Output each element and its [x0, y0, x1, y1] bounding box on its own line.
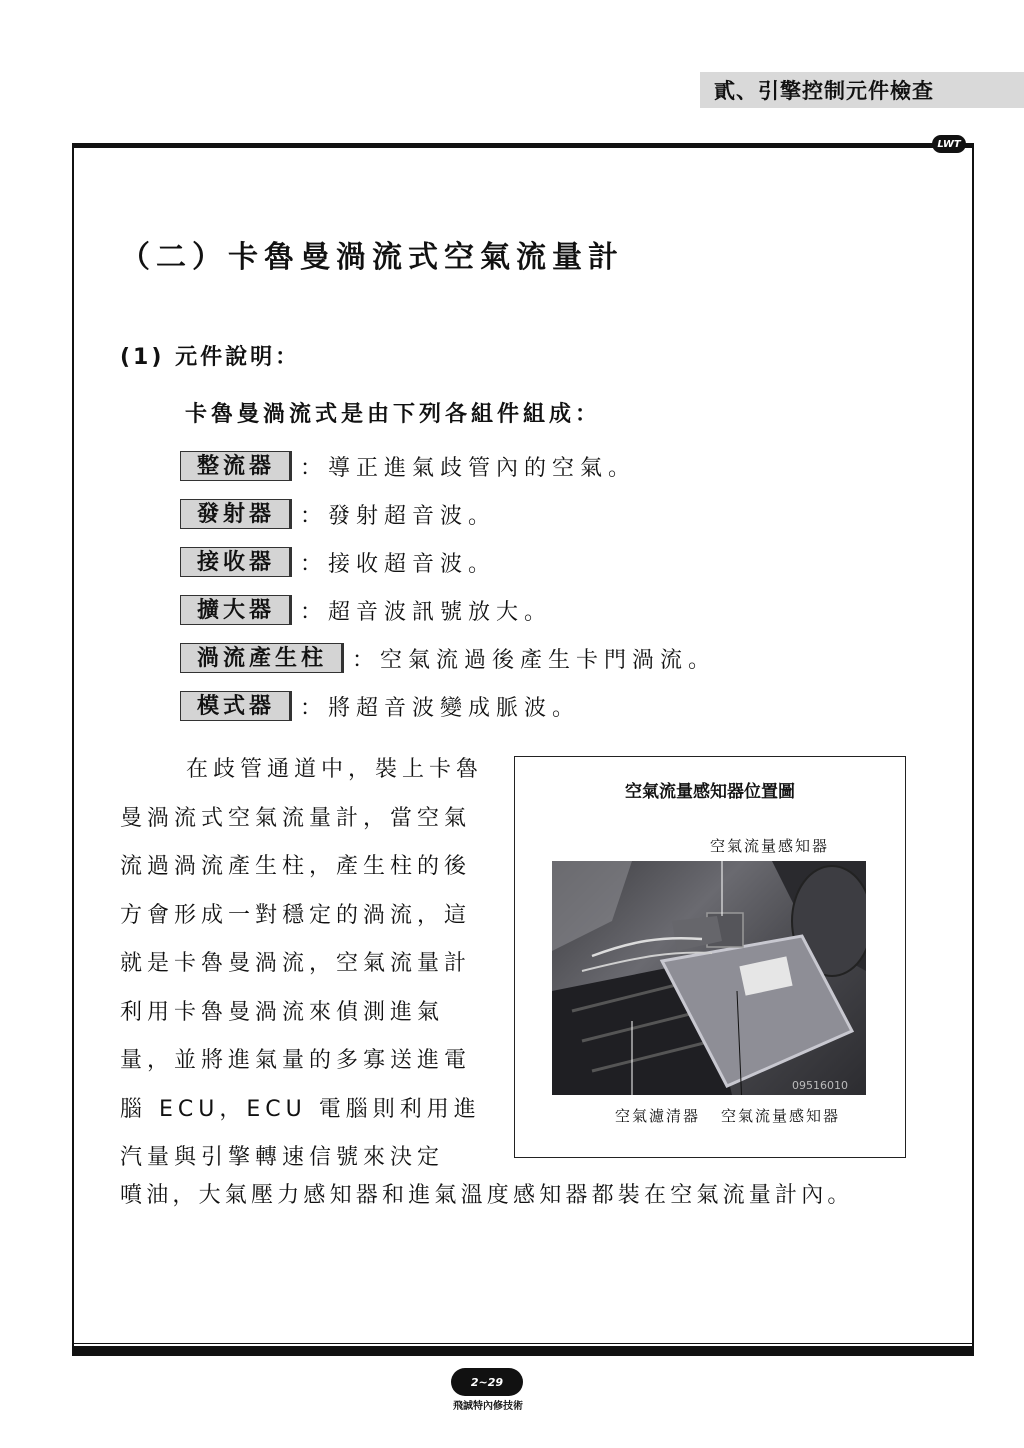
body-line: 就是卡魯曼渦流，空氣流量計 [120, 951, 472, 976]
component-desc: ：導正進氣歧管內的空氣。 [300, 455, 637, 481]
component-row [180, 451, 636, 481]
component-row [180, 595, 552, 625]
top-rule [72, 143, 974, 148]
bottom-rule [72, 1346, 974, 1356]
sensor-location-figure [514, 756, 906, 1158]
component-desc: ：空氣流過後產生卡門渦流。 [352, 647, 717, 673]
component-name: 模式器 [180, 691, 292, 721]
component-desc: ：接收超音波。 [300, 551, 497, 577]
body-last-line: 噴油，大氣壓力感知器和進氣溫度感知器都裝在空氣流量計內。 [120, 1183, 854, 1208]
component-desc: ：將超音波變成脈波。 [300, 695, 581, 721]
component-row [180, 691, 580, 721]
intro-text: 卡魯曼渦流式是由下列各組件組成： [185, 402, 602, 427]
page-number-badge [451, 1368, 523, 1396]
page-number: 2~29 [470, 1375, 504, 1389]
photo-code: 09516010 [792, 1079, 848, 1092]
body-line: 方會形成一對穩定的渦流，這 [120, 902, 472, 928]
subsection-title: (1) 元件說明： [120, 345, 301, 370]
figure-label-air-filter: 空氣濾清器 [615, 1107, 701, 1125]
component-row [180, 643, 716, 673]
body-line: 腦 ECU，ECU 電腦則利用進 [120, 1096, 481, 1122]
component-name: 接收器 [180, 547, 292, 577]
body-line: 在歧管通道中，裝上卡魯 [186, 757, 484, 782]
bottom-rule-thin [72, 1343, 974, 1344]
figure-label-sensor: 空氣流量感知器 [721, 1107, 841, 1125]
body-line: 流過渦流產生柱，產生柱的後 [120, 854, 472, 879]
body-line: 利用卡魯曼渦流來偵測進氣 [120, 999, 445, 1025]
component-name: 整流器 [180, 451, 292, 481]
engine-bay-photo [552, 861, 866, 1095]
section-title: （二）卡魯曼渦流式空氣流量計 [120, 240, 624, 275]
engine-bay-illustration [552, 861, 866, 1095]
component-name: 擴大器 [180, 595, 292, 625]
chapter-header [700, 72, 1024, 108]
component-row [180, 499, 496, 529]
chapter-title: 貳、引擎控制元件檢查 [714, 79, 934, 103]
corner-logo-text: LWT [937, 138, 961, 150]
footer-caption: 飛誠特內修技術 [453, 1401, 523, 1412]
figure-title: 空氣流量感知器位置圖 [625, 782, 795, 802]
body-line: 汽量與引擎轉速信號來決定 [120, 1145, 445, 1170]
component-desc: ：發射超音波。 [300, 503, 497, 529]
component-row [180, 547, 496, 577]
body-line: 曼渦流式空氣流量計，當空氣 [120, 805, 472, 831]
component-desc: ：超音波訊號放大。 [300, 599, 553, 625]
figure-label-top: 空氣流量感知器 [710, 837, 830, 855]
body-line: 量，並將進氣量的多寡送進電 [120, 1048, 472, 1073]
body-paragraph [120, 746, 500, 1183]
component-name: 發射器 [180, 499, 292, 529]
component-name: 渦流產生柱 [180, 643, 344, 673]
corner-logo [932, 135, 966, 153]
